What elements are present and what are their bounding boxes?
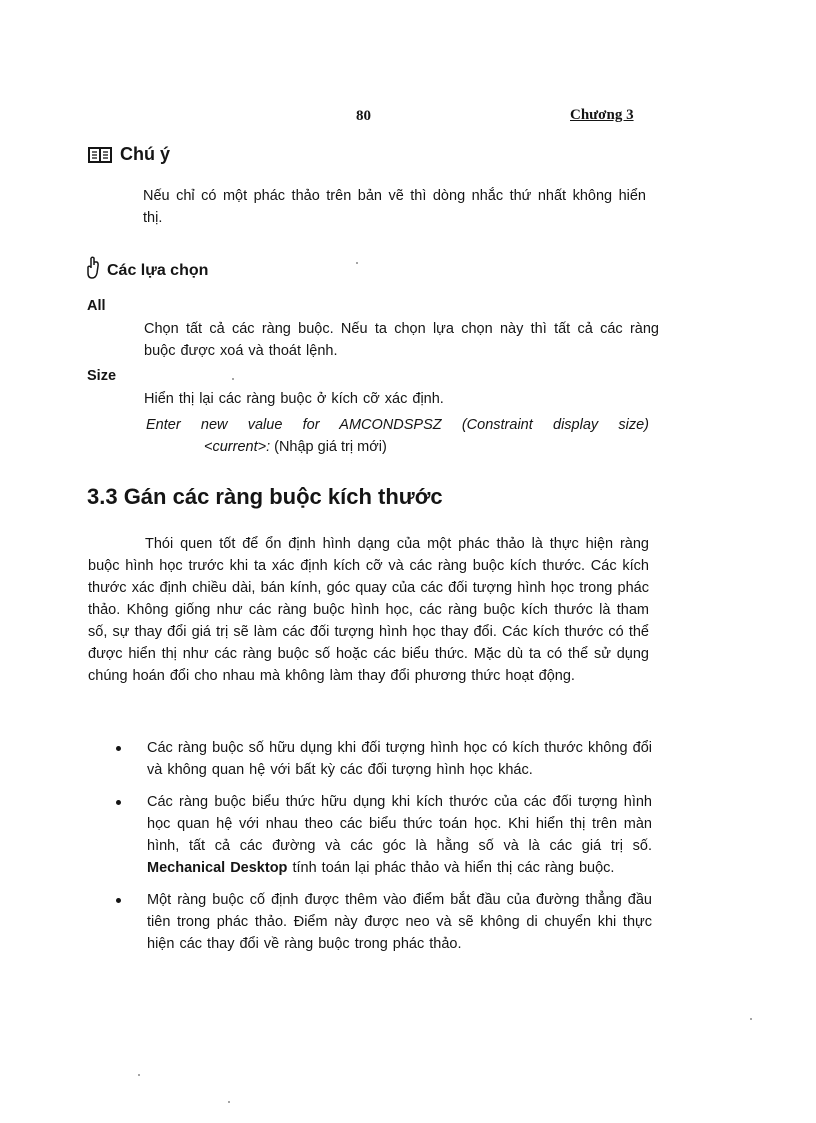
open-book-icon bbox=[88, 146, 112, 164]
scan-speck bbox=[232, 378, 234, 380]
page-number: 80 bbox=[356, 108, 371, 124]
prompt-hint: (Nhập giá trị mới) bbox=[270, 439, 387, 455]
scan-speck bbox=[356, 262, 358, 264]
option-size-term: Size bbox=[87, 368, 117, 384]
section-paragraph: Thói quen tốt để ổn định hình dạng của một phác thảo là thực hiện ràng buộc hình học trước khi ta xác định kích cỡ và các ràng buộc kích thước. Các kích thước xác định chiều dài, bán kính, góc quay của các đối tượng hình học trong phác thảo. Không giống như các ràng buộc hình học, các ràng buộc kích thước là tham số, sự thay đổi giá trị sẽ làm các đối tượng hình học thay đổi. Các kích thước có thể được hiển thị như các ràng buộc số hoặc các biểu thức. Mặc dù ta có thể sử dụng chúng hoán đổi cho nhau mà không làm thay đổi phương thức hoạt động. bbox=[88, 536, 649, 684]
option-size-description: Hiển thị lại các ràng buộc ở kích cỡ xác định. bbox=[144, 391, 444, 407]
list-item bbox=[108, 889, 652, 955]
product-name: Mechanical Desktop bbox=[147, 860, 288, 876]
pointing-hand-icon bbox=[86, 256, 100, 280]
scan-speck bbox=[228, 1101, 230, 1103]
prompt-current: <current>: bbox=[204, 439, 271, 455]
section-title: 3.3 Gán các ràng buộc kích thước bbox=[87, 484, 443, 509]
bullet-text: Các ràng buộc số hữu dụng khi đối tượng hình học có kích thước không đổi và không quan hệ với bất kỳ các đối tượng hình học khác. bbox=[147, 740, 652, 778]
prompt-current-line bbox=[146, 436, 649, 458]
bullet-text-continued: tính toán lại phác thảo và hiển thị các ràng buộc. bbox=[287, 860, 615, 876]
bullet-text: Một ràng buộc cố định được thêm vào điểm bắt đầu của đường thẳng đầu tiên trong phác thảo. Điểm này được neo và sẽ không di chuyển khi thực hiện các thay đổi về ràng buộc trong phác thảo. bbox=[147, 892, 652, 952]
command-prompt bbox=[146, 414, 649, 458]
list-item bbox=[108, 737, 652, 781]
options-title: Các lựa chọn bbox=[107, 262, 209, 279]
note-heading bbox=[88, 144, 170, 165]
prompt-line: Enter new value for AMCONDSPSZ (Constraint display size) bbox=[146, 417, 649, 433]
bullet-text: Các ràng buộc biểu thức hữu dụng khi kích thước của các đối tượng hình học quan hệ với nhau theo các biểu thức toán học. Khi hiển thị trên màn hình, tất cả các đường và các góc là hằng số và là các giá trị số. bbox=[147, 794, 652, 854]
scan-speck bbox=[750, 1018, 752, 1020]
note-body: Nếu chỉ có một phác thảo trên bản vẽ thì dòng nhắc thứ nhất không hiển thị. bbox=[143, 188, 646, 226]
note-title: Chú ý bbox=[120, 144, 171, 164]
option-all-description: Chọn tất cả các ràng buộc. Nếu ta chọn lựa chọn này thì tất cả các ràng buộc được xoá và thoát lệnh. bbox=[144, 321, 659, 359]
list-item bbox=[108, 791, 652, 879]
bullet-icon bbox=[116, 800, 121, 805]
chapter-label: Chương 3 bbox=[570, 107, 634, 123]
options-heading bbox=[86, 256, 208, 280]
option-all-term: All bbox=[87, 298, 106, 314]
bullet-icon bbox=[116, 746, 121, 751]
scan-speck bbox=[138, 1074, 140, 1076]
bullet-icon bbox=[116, 898, 121, 903]
bullet-list bbox=[108, 737, 652, 965]
